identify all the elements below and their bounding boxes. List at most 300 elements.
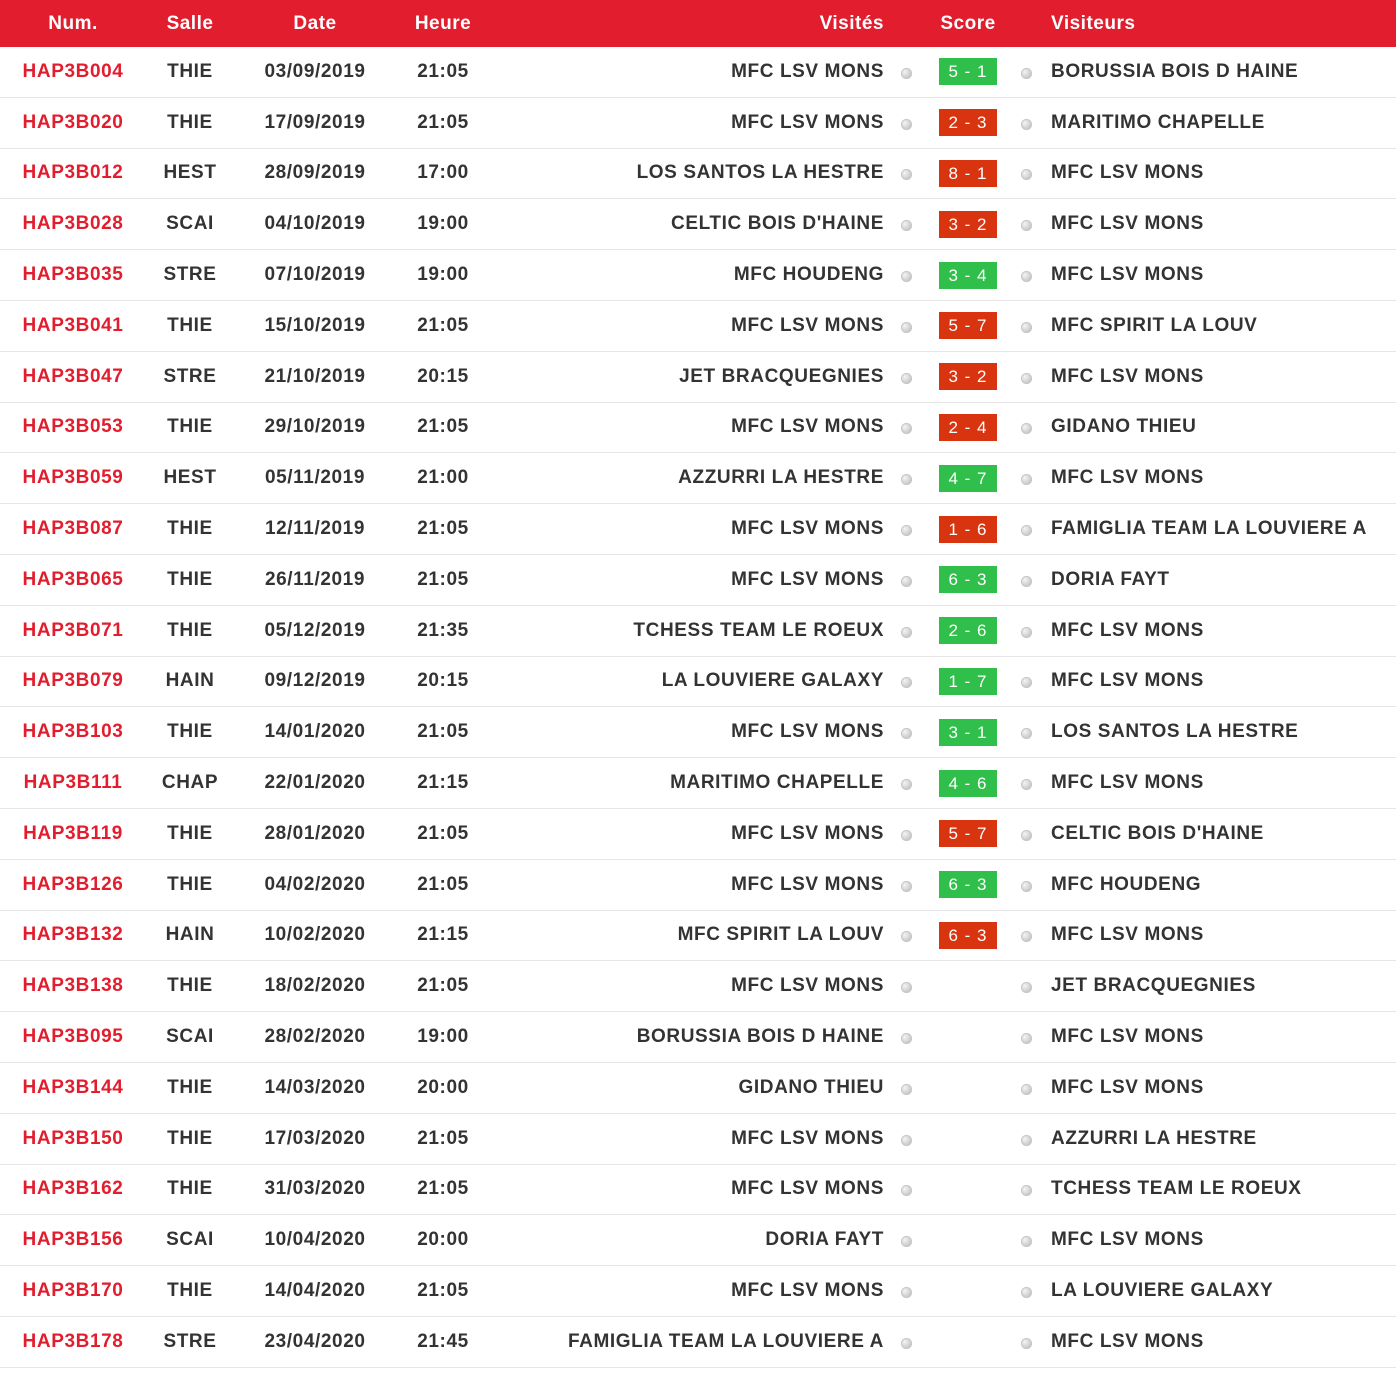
away-club-icon-wrap — [1018, 403, 1034, 453]
match-number-link[interactable]: HAP3B028 — [22, 213, 124, 235]
shield-icon — [1021, 220, 1032, 231]
table-row[interactable] — [0, 1266, 1396, 1317]
home-team: MFC LSV MONS — [731, 416, 884, 438]
shield-icon — [901, 1287, 912, 1298]
venue-code: THIE — [167, 60, 213, 82]
venue-code: HEST — [163, 467, 217, 489]
match-number-link[interactable]: HAP3B126 — [22, 873, 124, 895]
score-badge — [939, 1227, 997, 1254]
match-time: 21:05 — [417, 822, 469, 844]
score-badge — [939, 973, 997, 1000]
match-number-link[interactable]: HAP3B103 — [22, 721, 124, 743]
home-club-icon-wrap — [898, 453, 914, 503]
score-badge: 2 - 3 — [939, 109, 997, 136]
home-club-icon-wrap — [898, 301, 914, 351]
home-team: CELTIC BOIS D'HAINE — [671, 213, 884, 235]
away-club-icon-wrap — [1018, 504, 1034, 554]
table-row[interactable] — [0, 199, 1396, 250]
away-team: MFC LSV MONS — [1051, 1229, 1204, 1251]
match-time: 20:00 — [417, 1229, 469, 1251]
header-heure[interactable]: Heure — [414, 12, 472, 34]
header-num[interactable]: Num. — [48, 12, 98, 34]
away-team: GIDANO THIEU — [1051, 416, 1197, 438]
score-cell — [932, 1165, 1004, 1215]
away-team: MFC HOUDENG — [1051, 873, 1202, 895]
venue-code: STRE — [163, 1330, 217, 1352]
shield-icon — [901, 474, 912, 485]
match-number-link[interactable]: HAP3B144 — [22, 1076, 124, 1098]
match-number-link[interactable]: HAP3B111 — [23, 772, 123, 794]
match-number-link[interactable]: HAP3B150 — [22, 1127, 124, 1149]
match-date: 28/09/2019 — [264, 162, 366, 184]
home-club-icon-wrap — [898, 911, 914, 961]
table-row[interactable] — [0, 352, 1396, 403]
shield-icon — [901, 68, 912, 79]
venue-code: THIE — [167, 822, 213, 844]
match-date: 22/01/2020 — [264, 772, 366, 794]
match-number-link[interactable]: HAP3B071 — [22, 619, 124, 641]
venue-code: THIE — [167, 1127, 213, 1149]
score-badge: 4 - 7 — [939, 465, 997, 492]
shield-icon — [901, 1033, 912, 1044]
score-cell — [932, 555, 1004, 605]
shield-icon — [1021, 68, 1032, 79]
away-club-icon-wrap — [1018, 860, 1034, 910]
match-number-link[interactable]: HAP3B178 — [22, 1330, 124, 1352]
venue-code: HAIN — [165, 924, 215, 946]
home-club-icon-wrap — [898, 657, 914, 707]
venue-code: THIE — [167, 1178, 213, 1200]
home-team: MFC LSV MONS — [731, 518, 884, 540]
table-row[interactable] — [0, 809, 1396, 860]
score-cell — [932, 860, 1004, 910]
match-number-link[interactable]: HAP3B156 — [22, 1229, 124, 1251]
home-team: MARITIMO CHAPELLE — [670, 772, 884, 794]
home-club-icon-wrap — [898, 98, 914, 148]
table-row[interactable] — [0, 961, 1396, 1012]
score-cell — [932, 250, 1004, 300]
home-club-icon-wrap — [898, 1215, 914, 1265]
match-time: 21:05 — [417, 721, 469, 743]
score-badge — [939, 1125, 997, 1152]
shield-icon — [901, 322, 912, 333]
home-club-icon-wrap — [898, 1165, 914, 1215]
shield-icon — [1021, 1185, 1032, 1196]
match-number-link[interactable]: HAP3B041 — [22, 314, 124, 336]
venue-code: THIE — [167, 975, 213, 997]
match-number-link[interactable]: HAP3B162 — [22, 1178, 124, 1200]
away-club-icon-wrap — [1018, 250, 1034, 300]
away-team: MFC LSV MONS — [1051, 924, 1204, 946]
match-number-link[interactable]: HAP3B138 — [22, 975, 124, 997]
score-badge: 2 - 6 — [939, 617, 997, 644]
score-badge — [939, 1176, 997, 1203]
away-team: MFC LSV MONS — [1051, 1026, 1204, 1048]
venue-code: STRE — [163, 264, 217, 286]
score-cell — [932, 1215, 1004, 1265]
match-date: 04/10/2019 — [264, 213, 366, 235]
table-row[interactable] — [0, 149, 1396, 200]
home-team: MFC HOUDENG — [733, 264, 884, 286]
table-row[interactable] — [0, 1215, 1396, 1266]
match-number-link[interactable]: HAP3B079 — [22, 670, 124, 692]
away-team: MARITIMO CHAPELLE — [1051, 111, 1265, 133]
match-date: 10/04/2020 — [264, 1229, 366, 1251]
shield-icon — [1021, 322, 1032, 333]
score-cell — [932, 657, 1004, 707]
shield-icon — [1021, 423, 1032, 434]
score-badge: 3 - 4 — [939, 262, 997, 289]
home-club-icon-wrap — [898, 961, 914, 1011]
table-row[interactable] — [0, 707, 1396, 758]
match-time: 20:00 — [417, 1076, 469, 1098]
away-club-icon-wrap — [1018, 1266, 1034, 1316]
away-club-icon-wrap — [1018, 301, 1034, 351]
match-number-link[interactable]: HAP3B132 — [22, 924, 124, 946]
score-cell — [932, 47, 1004, 97]
home-club-icon-wrap — [898, 1114, 914, 1164]
home-club-icon-wrap — [898, 149, 914, 199]
match-time: 21:05 — [417, 60, 469, 82]
score-badge: 3 - 1 — [939, 719, 997, 746]
score-cell — [932, 707, 1004, 757]
match-time: 21:05 — [417, 873, 469, 895]
shield-icon — [1021, 1338, 1032, 1349]
match-date: 26/11/2019 — [264, 568, 366, 590]
match-number-link[interactable]: HAP3B053 — [22, 416, 124, 438]
score-badge: 5 - 1 — [939, 58, 997, 85]
score-cell — [932, 758, 1004, 808]
home-club-icon-wrap — [898, 1266, 914, 1316]
shield-icon — [901, 1185, 912, 1196]
match-number-link[interactable]: HAP3B020 — [22, 111, 124, 133]
venue-code: THIE — [167, 568, 213, 590]
shield-icon — [1021, 982, 1032, 993]
score-cell — [932, 149, 1004, 199]
shield-icon — [1021, 728, 1032, 739]
score-cell — [932, 98, 1004, 148]
table-row[interactable] — [0, 555, 1396, 606]
away-club-icon-wrap — [1018, 1012, 1034, 1062]
shield-icon — [1021, 627, 1032, 638]
venue-code: THIE — [167, 1076, 213, 1098]
away-team: MFC LSV MONS — [1051, 670, 1204, 692]
score-cell — [932, 1266, 1004, 1316]
home-club-icon-wrap — [898, 1317, 914, 1367]
venue-code: HAIN — [165, 670, 215, 692]
match-date: 05/12/2019 — [264, 619, 366, 641]
match-number-link[interactable]: HAP3B119 — [23, 822, 123, 844]
venue-code: THIE — [167, 314, 213, 336]
shield-icon — [901, 169, 912, 180]
away-club-icon-wrap — [1018, 1215, 1034, 1265]
shield-icon — [1021, 830, 1032, 841]
home-club-icon-wrap — [898, 403, 914, 453]
away-club-icon-wrap — [1018, 707, 1034, 757]
table-row[interactable] — [0, 860, 1396, 911]
match-time: 21:00 — [417, 467, 469, 489]
shield-icon — [901, 677, 912, 688]
away-club-icon-wrap — [1018, 809, 1034, 859]
venue-code: THIE — [167, 416, 213, 438]
score-badge: 5 - 7 — [939, 820, 997, 847]
shield-icon — [1021, 119, 1032, 130]
away-team: MFC LSV MONS — [1051, 619, 1204, 641]
away-club-icon-wrap — [1018, 758, 1034, 808]
away-team: MFC LSV MONS — [1051, 1076, 1204, 1098]
match-date: 17/09/2019 — [264, 111, 366, 133]
away-club-icon-wrap — [1018, 1063, 1034, 1113]
match-number-link[interactable]: HAP3B035 — [22, 264, 124, 286]
score-cell — [932, 606, 1004, 656]
score-cell — [932, 301, 1004, 351]
shield-icon — [1021, 1084, 1032, 1095]
table-row[interactable] — [0, 301, 1396, 352]
match-date: 03/09/2019 — [264, 60, 366, 82]
score-cell — [932, 453, 1004, 503]
match-number-link[interactable]: HAP3B170 — [22, 1280, 124, 1302]
home-club-icon-wrap — [898, 47, 914, 97]
away-club-icon-wrap — [1018, 453, 1034, 503]
venue-code: THIE — [167, 721, 213, 743]
home-club-icon-wrap — [898, 352, 914, 402]
shield-icon — [901, 982, 912, 993]
home-team: MFC LSV MONS — [731, 111, 884, 133]
table-row[interactable] — [0, 1317, 1396, 1368]
match-date: 10/02/2020 — [264, 924, 366, 946]
match-number-link[interactable]: HAP3B012 — [22, 162, 124, 184]
match-time: 21:05 — [417, 416, 469, 438]
shield-icon — [1021, 576, 1032, 587]
shield-icon — [1021, 271, 1032, 282]
match-date: 18/02/2020 — [264, 975, 366, 997]
score-badge — [939, 1074, 997, 1101]
home-club-icon-wrap — [898, 555, 914, 605]
home-club-icon-wrap — [898, 606, 914, 656]
shield-icon — [901, 525, 912, 536]
home-team: BORUSSIA BOIS D HAINE — [636, 1026, 884, 1048]
shield-icon — [901, 830, 912, 841]
table-row[interactable] — [0, 403, 1396, 454]
table-row[interactable] — [0, 47, 1396, 98]
venue-code: STRE — [163, 365, 217, 387]
venue-code: HEST — [163, 162, 217, 184]
match-number-link[interactable]: HAP3B065 — [22, 568, 124, 590]
home-team: GIDANO THIEU — [738, 1076, 884, 1098]
match-number-link[interactable]: HAP3B095 — [22, 1026, 124, 1048]
venue-code: THIE — [167, 518, 213, 540]
header-date[interactable]: Date — [293, 12, 337, 34]
home-team: MFC LSV MONS — [731, 873, 884, 895]
home-team: FAMIGLIA TEAM LA LOUVIERE A — [568, 1330, 884, 1352]
table-row[interactable] — [0, 606, 1396, 657]
score-badge: 2 - 4 — [939, 414, 997, 441]
away-team: DORIA FAYT — [1051, 568, 1170, 590]
away-club-icon-wrap — [1018, 606, 1034, 656]
venue-code: THIE — [167, 1280, 213, 1302]
match-time: 17:00 — [417, 162, 469, 184]
match-date: 29/10/2019 — [264, 416, 366, 438]
table-row[interactable] — [0, 1012, 1396, 1063]
score-cell — [932, 809, 1004, 859]
home-club-icon-wrap — [898, 1012, 914, 1062]
home-club-icon-wrap — [898, 250, 914, 300]
score-badge — [939, 1024, 997, 1051]
table-row[interactable] — [0, 504, 1396, 555]
match-number-link[interactable]: HAP3B087 — [22, 518, 124, 540]
match-time: 21:35 — [417, 619, 469, 641]
score-cell — [932, 352, 1004, 402]
away-team: FAMIGLIA TEAM LA LOUVIERE A — [1051, 518, 1367, 540]
match-date: 14/03/2020 — [264, 1076, 366, 1098]
home-team: MFC LSV MONS — [731, 568, 884, 590]
match-date: 17/03/2020 — [264, 1127, 366, 1149]
shield-icon — [1021, 779, 1032, 790]
home-team: MFC LSV MONS — [731, 1280, 884, 1302]
home-team: MFC LSV MONS — [731, 1127, 884, 1149]
score-badge: 6 - 3 — [939, 922, 997, 949]
home-team: MFC LSV MONS — [731, 721, 884, 743]
match-date: 04/02/2020 — [264, 873, 366, 895]
away-club-icon-wrap — [1018, 911, 1034, 961]
away-club-icon-wrap — [1018, 352, 1034, 402]
shield-icon — [1021, 169, 1032, 180]
table-row[interactable] — [0, 911, 1396, 962]
shield-icon — [901, 728, 912, 739]
shield-icon — [901, 220, 912, 231]
header-score[interactable]: Score — [940, 12, 996, 34]
shield-icon — [901, 576, 912, 587]
home-team: LOS SANTOS LA HESTRE — [636, 162, 884, 184]
shield-icon — [901, 373, 912, 384]
match-date: 15/10/2019 — [264, 314, 366, 336]
away-team: BORUSSIA BOIS D HAINE — [1051, 60, 1299, 82]
match-date: 05/11/2019 — [264, 467, 366, 489]
away-team: MFC LSV MONS — [1051, 1330, 1204, 1352]
match-number-link[interactable]: HAP3B059 — [22, 467, 124, 489]
score-badge: 5 - 7 — [939, 312, 997, 339]
score-badge: 4 - 6 — [939, 770, 997, 797]
home-club-icon-wrap — [898, 199, 914, 249]
match-date: 28/02/2020 — [264, 1026, 366, 1048]
match-time: 21:05 — [417, 111, 469, 133]
shield-icon — [901, 1236, 912, 1247]
score-badge: 6 - 3 — [939, 566, 997, 593]
shield-icon — [901, 627, 912, 638]
match-time: 20:15 — [417, 670, 469, 692]
score-cell — [932, 961, 1004, 1011]
shield-icon — [901, 119, 912, 130]
header-salle[interactable]: Salle — [166, 12, 214, 34]
match-time: 19:00 — [417, 213, 469, 235]
home-club-icon-wrap — [898, 809, 914, 859]
score-badge: 6 - 3 — [939, 871, 997, 898]
match-time: 21:05 — [417, 1127, 469, 1149]
score-cell — [932, 1317, 1004, 1367]
match-date: 12/11/2019 — [264, 518, 366, 540]
home-team: MFC LSV MONS — [731, 975, 884, 997]
shield-icon — [1021, 881, 1032, 892]
score-cell — [932, 1114, 1004, 1164]
score-cell — [932, 403, 1004, 453]
home-club-icon-wrap — [898, 860, 914, 910]
match-time: 21:05 — [417, 568, 469, 590]
match-time: 21:05 — [417, 314, 469, 336]
away-team: LA LOUVIERE GALAXY — [1051, 1280, 1274, 1302]
home-team: MFC LSV MONS — [731, 822, 884, 844]
away-team: MFC LSV MONS — [1051, 365, 1204, 387]
match-time: 19:00 — [417, 264, 469, 286]
away-club-icon-wrap — [1018, 1317, 1034, 1367]
home-club-icon-wrap — [898, 707, 914, 757]
match-number-link[interactable]: HAP3B004 — [22, 60, 124, 82]
away-team: JET BRACQUEGNIES — [1051, 975, 1256, 997]
score-badge: 3 - 2 — [939, 211, 997, 238]
home-team: MFC LSV MONS — [731, 1178, 884, 1200]
match-time: 20:15 — [417, 365, 469, 387]
table-row[interactable] — [0, 1114, 1396, 1165]
away-club-icon-wrap — [1018, 47, 1034, 97]
shield-icon — [901, 423, 912, 434]
shield-icon — [1021, 525, 1032, 536]
match-date: 23/04/2020 — [264, 1330, 366, 1352]
shield-icon — [1021, 1287, 1032, 1298]
header-visiteurs[interactable]: Visiteurs — [1051, 12, 1136, 34]
score-badge — [939, 1328, 997, 1355]
table-row[interactable] — [0, 758, 1396, 809]
venue-code: SCAI — [166, 1229, 214, 1251]
away-club-icon-wrap — [1018, 961, 1034, 1011]
home-team: MFC SPIRIT LA LOUV — [677, 924, 884, 946]
score-badge: 1 - 7 — [939, 668, 997, 695]
away-team: MFC LSV MONS — [1051, 162, 1204, 184]
score-cell — [932, 1063, 1004, 1113]
header-visites[interactable]: Visités — [819, 12, 884, 34]
table-row[interactable] — [0, 1063, 1396, 1114]
venue-code: SCAI — [166, 213, 214, 235]
match-date: 09/12/2019 — [264, 670, 366, 692]
score-cell — [932, 1012, 1004, 1062]
away-club-icon-wrap — [1018, 98, 1034, 148]
match-date: 07/10/2019 — [264, 264, 366, 286]
score-badge — [939, 1278, 997, 1305]
shield-icon — [1021, 373, 1032, 384]
score-badge: 1 - 6 — [939, 516, 997, 543]
score-cell — [932, 199, 1004, 249]
venue-code: SCAI — [166, 1026, 214, 1048]
shield-icon — [901, 881, 912, 892]
table-row[interactable] — [0, 1165, 1396, 1216]
table-row[interactable] — [0, 657, 1396, 708]
table-row[interactable] — [0, 250, 1396, 301]
venue-code: THIE — [167, 873, 213, 895]
table-row[interactable] — [0, 98, 1396, 149]
home-club-icon-wrap — [898, 504, 914, 554]
table-body — [0, 47, 1396, 1368]
home-team: AZZURRI LA HESTRE — [678, 467, 884, 489]
shield-icon — [1021, 474, 1032, 485]
home-team: MFC LSV MONS — [731, 60, 884, 82]
table-header — [0, 0, 1396, 47]
match-time: 21:45 — [417, 1330, 469, 1352]
table-row[interactable] — [0, 453, 1396, 504]
match-date: 21/10/2019 — [264, 365, 366, 387]
match-number-link[interactable]: HAP3B047 — [22, 365, 124, 387]
match-time: 19:00 — [417, 1026, 469, 1048]
home-team: LA LOUVIERE GALAXY — [661, 670, 884, 692]
venue-code: THIE — [167, 619, 213, 641]
match-date: 31/03/2020 — [264, 1178, 366, 1200]
